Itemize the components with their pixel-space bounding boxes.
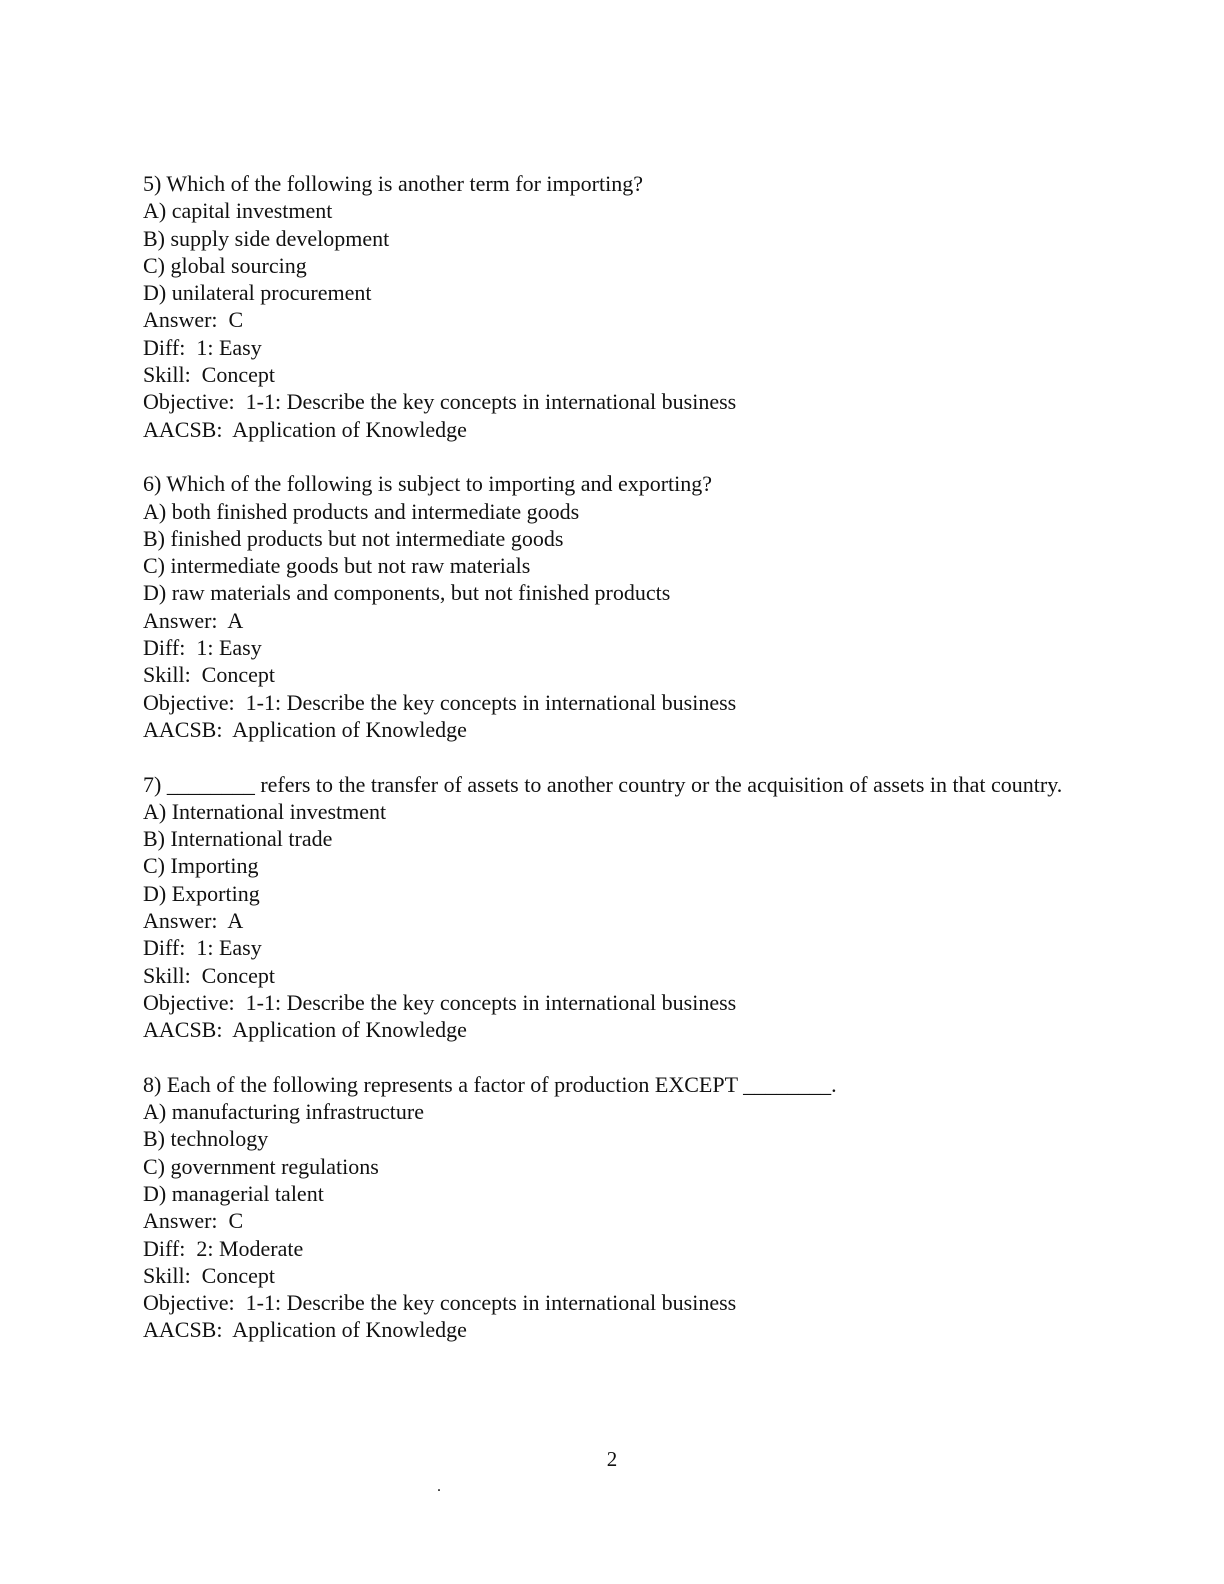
option-b: B) finished products but not intermediate goods bbox=[143, 525, 564, 551]
question-5 bbox=[143, 170, 1083, 443]
aacsb-line: AACSB: Application of Knowledge bbox=[143, 1317, 467, 1343]
question-8 bbox=[143, 1071, 1083, 1344]
question-stem: 6) Which of the following is subject to importing and exporting? bbox=[143, 471, 713, 497]
question-stem: 8) Each of the following represents a factor of production EXCEPT ________. bbox=[143, 1071, 837, 1097]
aacsb-line: AACSB: Application of Knowledge bbox=[143, 716, 467, 742]
option-b: B) technology bbox=[143, 1126, 269, 1152]
aacsb-line: AACSB: Application of Knowledge bbox=[143, 1017, 467, 1043]
option-a: A) both finished products and intermediate goods bbox=[143, 498, 580, 524]
answer-line: Answer: A bbox=[143, 607, 244, 633]
question-7 bbox=[143, 771, 1083, 1044]
option-d: D) Exporting bbox=[143, 880, 260, 906]
difficulty-line: Diff: 1: Easy bbox=[143, 334, 262, 360]
option-c: C) government regulations bbox=[143, 1153, 379, 1179]
option-d: D) unilateral procurement bbox=[143, 280, 372, 306]
page-number: 2 bbox=[606, 1447, 618, 1471]
skill-line: Skill: Concept bbox=[143, 962, 275, 988]
answer-line: Answer: A bbox=[143, 908, 244, 934]
skill-line: Skill: Concept bbox=[143, 1262, 275, 1288]
option-d: D) raw materials and components, but not finished products bbox=[143, 580, 671, 606]
difficulty-line: Diff: 2: Moderate bbox=[143, 1235, 304, 1261]
objective-line: Objective: 1-1: Describe the key concepts in international business bbox=[143, 689, 737, 715]
objective-line: Objective: 1-1: Describe the key concepts in international business bbox=[143, 389, 737, 415]
option-d: D) managerial talent bbox=[143, 1180, 324, 1206]
option-c: C) global sourcing bbox=[143, 252, 307, 278]
option-b: B) International trade bbox=[143, 826, 333, 852]
difficulty-line: Diff: 1: Easy bbox=[143, 635, 262, 661]
skill-line: Skill: Concept bbox=[143, 662, 275, 688]
answer-line: Answer: C bbox=[143, 307, 244, 333]
option-c: C) Importing bbox=[143, 853, 259, 879]
question-stem: 7) ________ refers to the transfer of assets to another country or the acquisition of assets in that country. bbox=[143, 771, 1063, 797]
question-6 bbox=[143, 470, 1083, 743]
document-page bbox=[143, 170, 1083, 1371]
answer-line: Answer: C bbox=[143, 1208, 244, 1234]
objective-line: Objective: 1-1: Describe the key concepts in international business bbox=[143, 1290, 737, 1316]
option-b: B) supply side development bbox=[143, 225, 390, 251]
skill-line: Skill: Concept bbox=[143, 362, 275, 388]
difficulty-line: Diff: 1: Easy bbox=[143, 935, 262, 961]
option-a: A) International investment bbox=[143, 798, 387, 824]
footer-mark: . bbox=[437, 1478, 441, 1495]
option-a: A) manufacturing infrastructure bbox=[143, 1099, 424, 1125]
option-a: A) capital investment bbox=[143, 198, 333, 224]
option-c: C) intermediate goods but not raw materials bbox=[143, 553, 531, 579]
aacsb-line: AACSB: Application of Knowledge bbox=[143, 416, 467, 442]
objective-line: Objective: 1-1: Describe the key concepts in international business bbox=[143, 989, 737, 1015]
question-stem: 5) Which of the following is another term for importing? bbox=[143, 171, 643, 196]
